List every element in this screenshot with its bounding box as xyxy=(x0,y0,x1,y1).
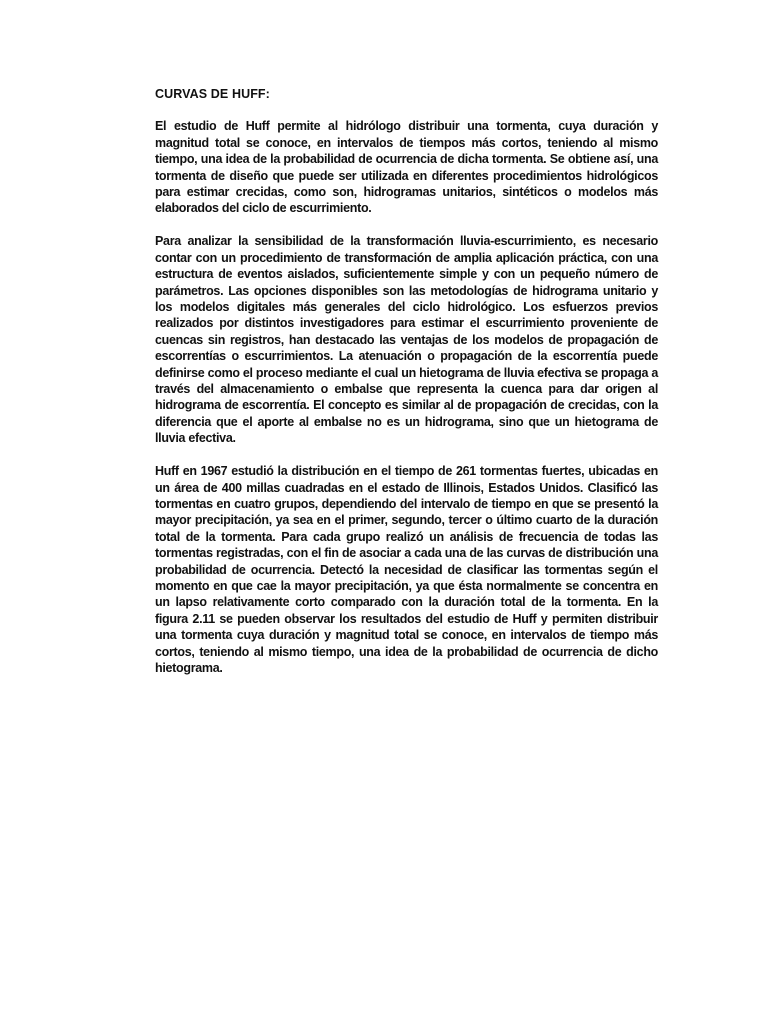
document-heading: CURVAS DE HUFF: xyxy=(155,87,270,101)
paragraph-rainfall-runoff: Para analizar la sensibilidad de la transformación lluvia-escurrimiento, es necesario contar con un procedimiento de transformación de amplia aplicación práctica, con una estructura de eventos aislados, suficientemente simple y con un pequeño número de parámetros. Las opciones disponibles son las metodologías de hidrograma unitario y los modelos digitales más generales del ciclo hidrológico. Los esfuerzos previos realizados por distintos investigadores para estimar el escurrimiento proveniente de cuencas sin registros, han destacado las ventajas de los modelos de propagación de escorrentías o escurrimientos. La atenuación o propagación de la escorrentía puede definirse como el proceso mediante el cual un hietograma de lluvia efectiva se propaga a través del almacenamiento o embalse que representa la cuenca para dar origen al hidrograma de escorrentía. El concepto es similar al de propagación de crecidas, con la diferencia que el aporte al embalse no es un hidrograma, sino que un hietograma de lluvia efectiva. xyxy=(155,234,658,446)
paragraph-huff-intro: El estudio de Huff permite al hidrólogo distribuir una tormenta, cuya duración y magnitud total se conoce, en intervalos de tiempos más cortos, teniendo al mismo tiempo, una idea de la probabilidad de ocurrencia de dicha tormenta. Se obtiene así, una tormenta de diseño que puede ser utilizada en diferentes procedimientos hidrológicos para estimar crecidas, como son, hidrogramas unitarios, sintéticos o modelos más elaborados del ciclo de escurrimiento. xyxy=(155,119,658,216)
paragraph-huff-1967-study: Huff en 1967 estudió la distribución en el tiempo de 261 tormentas fuertes, ubicadas en un área de 400 millas cuadradas en el estado de Illinois, Estados Unidos. Clasificó las tormentas en cuatro grupos, dependiendo del intervalo de tiempo en que se presentó la mayor precipitación, ya sea en el primer, segundo, tercer o último cuarto de la duración total de la tormenta. Para cada grupo realizó un análisis de frecuencia de todas las tormentas registradas, con el fin de asociar a cada una de las curvas de distribución una probabilidad de ocurrencia. Detectó la necesidad de clasificar las tormentas según el momento en que cae la mayor precipitación, ya que ésta normalmente se concentra en un lapso relativamente corto comparado con la duración total de la tormenta. En la figura 2.11 se pueden observar los resultados del estudio de Huff y permiten distribuir una tormenta cuya duración y magnitud total se conoce, en intervalos de tiempo más cortos, teniendo al mismo tiempo, una idea de la probabilidad de ocurrencia de dicho hietograma. xyxy=(155,464,658,675)
document-body xyxy=(155,86,658,693)
